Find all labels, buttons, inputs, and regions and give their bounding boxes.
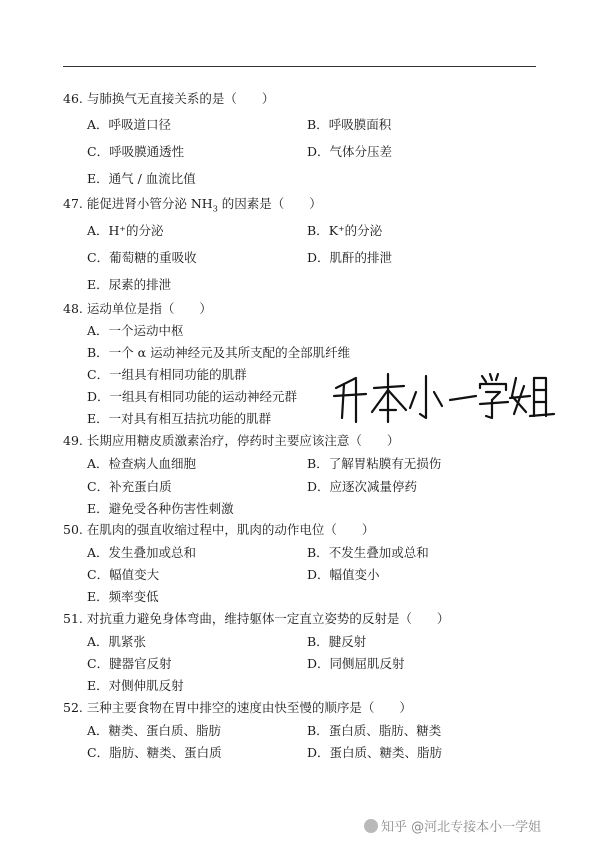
- option-49-d: D．应逐次减量停药: [307, 479, 418, 494]
- option-46-a: A．呼吸道口径: [87, 117, 172, 132]
- option-47-c: C．葡萄糖的重吸收: [87, 250, 197, 265]
- question-46: 46. 与肺换气无直接关系的是（ ）: [63, 91, 275, 106]
- option-50-b: B．不发生叠加或总和: [307, 545, 429, 560]
- option-51-a: A．肌紧张: [87, 634, 147, 649]
- option-49-c: C．补充蛋白质: [87, 479, 172, 494]
- option-48-e: E．一对具有相互拮抗功能的肌群: [87, 411, 272, 426]
- option-47-a: A．H⁺的分泌: [87, 223, 164, 238]
- question-50: 50. 在肌肉的强直收缩过程中，肌肉的动作电位（ ）: [63, 522, 375, 537]
- option-51-b: B．腱反射: [307, 634, 367, 649]
- question-51: 51. 对抗重力避免身体弯曲，维持躯体一定直立姿势的反射是（ ）: [63, 611, 450, 626]
- option-52-c: C．脂肪、糖类、蛋白质: [87, 745, 222, 760]
- option-52-d: D．蛋白质、糖类、脂肪: [307, 745, 443, 760]
- option-48-b: B．一个 α 运动神经元及其所支配的全部肌纤维: [87, 345, 351, 360]
- option-49-b: B．了解胃粘膜有无损伤: [307, 456, 442, 471]
- option-47-e: E．尿素的排泄: [87, 277, 172, 292]
- option-48-c: C．一组具有相同功能的肌群: [87, 367, 247, 382]
- option-51-c: C．腱器官反射: [87, 656, 172, 671]
- option-46-c: C．呼吸膜通透性: [87, 144, 185, 159]
- header-rule: [63, 66, 536, 67]
- question-49: 49. 长期应用糖皮质激素治疗，停药时主要应该注意（ ）: [63, 433, 400, 448]
- option-50-a: A．发生叠加或总和: [87, 545, 197, 560]
- option-51-e: E．对侧伸肌反射: [87, 678, 184, 693]
- option-47-d: D．肌酐的排泄: [307, 250, 393, 265]
- watermark: 知乎 @河北专接本小一学姐: [364, 816, 541, 835]
- option-52-a: A．糖类、蛋白质、脂肪: [87, 723, 222, 738]
- question-48: 48. 运动单位是指（ ）: [63, 301, 212, 316]
- option-52-b: B．蛋白质、脂肪、糖类: [307, 723, 442, 738]
- question-52: 52. 三种主要食物在胃中排空的速度由快至慢的顺序是（ ）: [63, 700, 412, 715]
- option-49-e: E．避免受各种伤害性刺激: [87, 501, 234, 516]
- option-50-e: E．频率变低: [87, 589, 159, 604]
- option-50-c: C．幅值变大: [87, 567, 160, 582]
- option-47-b: B．K⁺的分泌: [307, 223, 383, 238]
- option-46-e: E．通气 / 血流比值: [87, 171, 196, 186]
- option-49-a: A．检查病人血细胞: [87, 456, 197, 471]
- option-48-a: A．一个运动中枢: [87, 323, 184, 338]
- option-51-d: D．同侧屈肌反射: [307, 656, 405, 671]
- zhihu-logo-icon: [364, 819, 378, 833]
- handwritten-signature: [330, 366, 560, 428]
- question-47: 47. 能促进肾小管分泌 $NH_3$ 的因素是（ ）: [63, 196, 322, 214]
- option-50-d: D．幅值变小: [307, 567, 380, 582]
- option-48-d: D．一组具有相同功能的运动神经元群: [87, 389, 298, 404]
- option-46-d: D．气体分压差: [307, 144, 393, 159]
- option-46-b: B．呼吸膜面积: [307, 117, 392, 132]
